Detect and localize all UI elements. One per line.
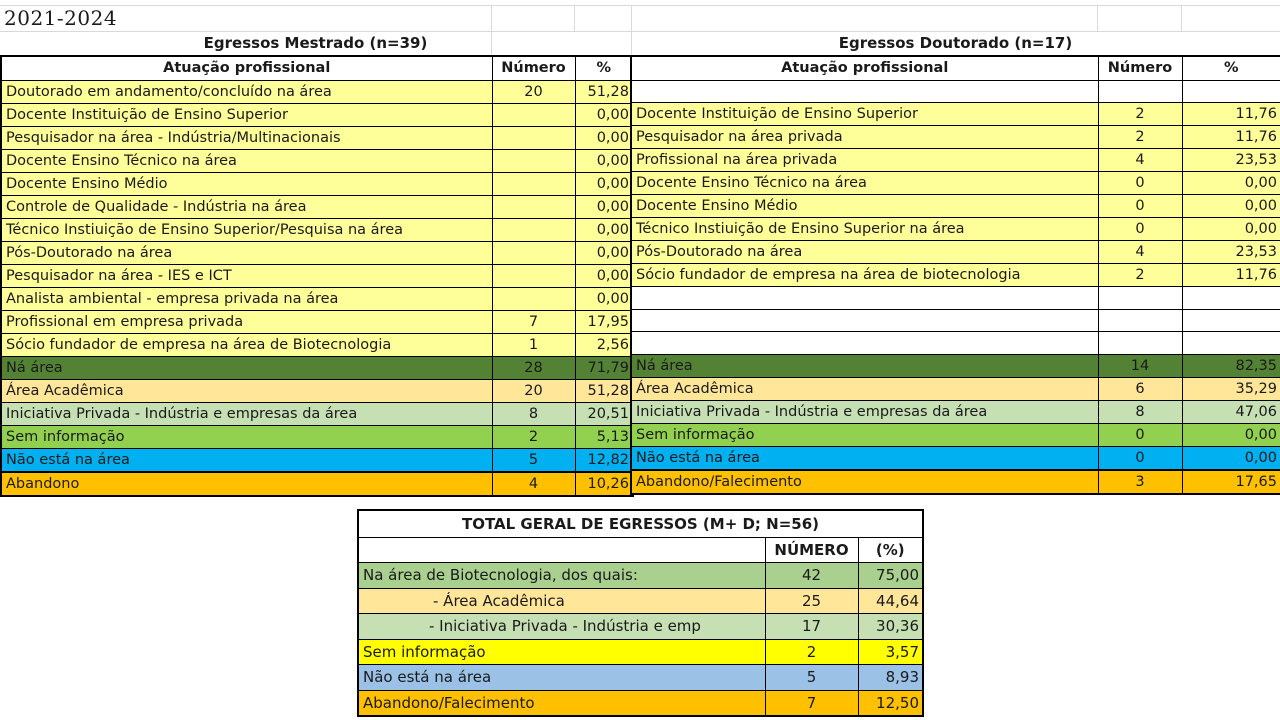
table-row [1,448,633,472]
table-row [1,218,633,241]
cell-numero: 17 [765,614,858,640]
cell-numero [492,149,575,172]
cell-pct: 35,29 [1182,377,1280,400]
cell-pct: 11,76 [1182,264,1280,287]
cell-label [631,80,1098,103]
table-row [1,333,633,356]
cell-numero: 4 [1098,149,1182,172]
year-label: 2021-2024 [4,6,118,30]
cell-pct: 0,00 [575,218,633,241]
cell-numero: 0 [1098,423,1182,446]
cell-numero: 7 [492,310,575,333]
cell-pct: 12,82 [575,448,633,472]
cell-label: Sócio fundador de empresa na área de biotecnologia [631,264,1098,287]
cell-label: Abandono [1,472,492,496]
cell-label: Técnico Instiuição de Ensino Superior na área [631,218,1098,241]
doutorado-header-row [631,56,1280,80]
cell-pct: 23,53 [1182,241,1280,264]
cell-pct: 0,00 [1182,218,1280,241]
cell-label [631,287,1098,310]
cell-numero: 2 [1098,103,1182,126]
cell-numero: 0 [1098,446,1182,470]
cell-pct: 5,13 [575,425,633,448]
cell-pct: 20,51 [575,402,633,425]
cell-label: Não está na área [1,448,492,472]
cell-numero: 2 [765,639,858,665]
cell-label: Profissional na área privada [631,149,1098,172]
cell-numero [1098,80,1182,103]
cell-label: Técnico Instiuição de Ensino Superior/Pesquisa na área [1,218,492,241]
cell-pct [1182,332,1280,355]
cell-pct: 10,26 [575,472,633,496]
cell-label: Sócio fundador de empresa na área de Biotecnologia [1,333,492,356]
cell-label: Analista ambiental - empresa privada na área [1,287,492,310]
cell-label: Iniciativa Privada - Indústria e empresas da área [1,402,492,425]
cell-pct [1182,287,1280,310]
total-title-row [358,510,923,537]
cell-label: Profissional em empresa privada [1,310,492,333]
cell-label: Sem informação [1,425,492,448]
table-row [631,400,1280,423]
table-row [1,356,633,379]
cell-numero: 2 [492,425,575,448]
cell-label: Controle de Qualidade - Indústria na área [1,195,492,218]
cell-pct: 51,28 [575,80,633,103]
cell-pct: 0,00 [1182,172,1280,195]
cell-label: Pós-Doutorado na área [631,241,1098,264]
table-row [358,690,923,716]
mestrado-title: Egressos Mestrado (n=39) [203,34,428,52]
cell-label: Docente Instituição de Ensino Superior [1,103,492,126]
doutorado-title: Egressos Doutorado (n=17) [838,34,1073,52]
cell-pct: 0,00 [575,241,633,264]
table-row [631,332,1280,355]
cell-pct: 0,00 [575,195,633,218]
cell-numero: 4 [1098,241,1182,264]
cell-label: - Área Acadêmica [358,588,765,614]
cell-label: Pesquisador na área - Indústria/Multinacionais [1,126,492,149]
cell-numero: 20 [492,80,575,103]
table-row [631,470,1280,494]
table-row [1,103,633,126]
cell-label: - Iniciativa Privada - Indústria e emp [358,614,765,640]
column-header: Atuação profissional [1,56,492,80]
cell-numero: 2 [1098,264,1182,287]
table-row [1,402,633,425]
cell-label: Docente Ensino Técnico na área [631,172,1098,195]
cell-label: Pesquisador na área - IES e ICT [1,264,492,287]
cell-pct: 51,28 [575,379,633,402]
cell-pct [1182,80,1280,103]
cell-label: Sem informação [631,423,1098,446]
table-row [1,80,633,103]
cell-pct: 11,76 [1182,103,1280,126]
mestrado-header-row [1,56,633,80]
table-row [1,425,633,448]
cell-numero [1098,332,1182,355]
cell-pct: 0,00 [1182,195,1280,218]
cell-pct: 82,35 [1182,354,1280,377]
table-row [358,639,923,665]
cell-pct: 0,00 [1182,446,1280,470]
table-row [1,195,633,218]
cell-numero [492,172,575,195]
table-row [358,614,923,640]
cell-label: Não está na área [358,665,765,691]
total-title: TOTAL GERAL DE EGRESSOS (M+ D; N=56) [358,510,923,537]
cell-label: Abandono/Falecimento [358,690,765,716]
cell-pct: 0,00 [575,264,633,287]
cell-numero: 42 [765,563,858,589]
cell-label: Docente Ensino Médio [1,172,492,195]
cell-numero [492,195,575,218]
table-row [631,149,1280,172]
table-row [631,241,1280,264]
table-row [631,218,1280,241]
column-header: Número [492,56,575,80]
column-header: (%) [858,537,923,563]
cell-label: Pesquisador na área privada [631,126,1098,149]
cell-pct: 44,64 [858,588,923,614]
cell-numero: 0 [1098,218,1182,241]
table-row [631,103,1280,126]
cell-label: Docente Instituição de Ensino Superior [631,103,1098,126]
table-row [631,126,1280,149]
table-row [1,126,633,149]
cell-pct: 75,00 [858,563,923,589]
cell-numero [492,264,575,287]
column-header: NÚMERO [765,537,858,563]
cell-pct: 0,00 [575,126,633,149]
cell-numero: 5 [765,665,858,691]
table-row [631,264,1280,287]
cell-pct: 23,53 [1182,149,1280,172]
table-row [358,588,923,614]
cell-numero: 28 [492,356,575,379]
cell-numero: 4 [492,472,575,496]
table-row [1,310,633,333]
table-row [1,264,633,287]
grid-line [1181,5,1182,31]
cell-label: Doutorado em andamento/concluído na área [1,80,492,103]
grid-line [1097,5,1098,31]
cell-numero [492,103,575,126]
cell-pct: 12,50 [858,690,923,716]
cell-numero [1098,287,1182,310]
column-header [358,537,765,563]
cell-label: Docente Ensino Técnico na área [1,149,492,172]
table-row [1,472,633,496]
column-header: Atuação profissional [631,56,1098,80]
cell-label: Abandono/Falecimento [631,470,1098,494]
table-row [631,377,1280,400]
cell-label: Docente Ensino Médio [631,195,1098,218]
cell-pct: 0,00 [575,149,633,172]
table-row [631,446,1280,470]
table-row [1,287,633,310]
column-header: % [575,56,633,80]
cell-numero [492,241,575,264]
table-row [358,563,923,589]
table-row [631,80,1280,103]
column-header: % [1182,56,1280,80]
cell-numero [492,126,575,149]
cell-pct: 11,76 [1182,126,1280,149]
table-row [631,172,1280,195]
cell-label: Área Acadêmica [631,377,1098,400]
cell-numero: 5 [492,448,575,472]
cell-label: Não está na área [631,446,1098,470]
cell-pct: 17,95 [575,310,633,333]
cell-numero: 2 [1098,126,1182,149]
cell-pct: 17,65 [1182,470,1280,494]
table-row [631,309,1280,332]
cell-pct: 71,79 [575,356,633,379]
cell-label [631,309,1098,332]
grid-line [0,5,1280,6]
cell-numero: 3 [1098,470,1182,494]
grid-line [574,5,575,31]
mestrado-table [0,55,634,497]
cell-numero: 0 [1098,195,1182,218]
cell-pct: 2,56 [575,333,633,356]
cell-label: Iniciativa Privada - Indústria e empresas da área [631,400,1098,423]
cell-label [631,332,1098,355]
cell-numero [492,287,575,310]
table-row [1,241,633,264]
cell-numero: 8 [1098,400,1182,423]
cell-pct: 3,57 [858,639,923,665]
doutorado-table [630,55,1280,495]
table-row [631,195,1280,218]
cell-numero: 25 [765,588,858,614]
cell-numero: 7 [765,690,858,716]
cell-numero: 14 [1098,354,1182,377]
cell-numero: 1 [492,333,575,356]
table-row [631,287,1280,310]
cell-label: Na área de Biotecnologia, dos quais: [358,563,765,589]
cell-numero: 20 [492,379,575,402]
cell-pct: 0,00 [575,103,633,126]
table-row [631,354,1280,377]
cell-pct: 47,06 [1182,400,1280,423]
cell-numero [1098,309,1182,332]
cell-numero: 0 [1098,172,1182,195]
cell-pct [1182,309,1280,332]
table-row [631,423,1280,446]
cell-label: Sem informação [358,639,765,665]
total-header-row [358,537,923,563]
table-row [1,379,633,402]
cell-pct: 0,00 [575,172,633,195]
cell-pct: 30,36 [858,614,923,640]
cell-label: Pós-Doutorado na área [1,241,492,264]
cell-numero: 8 [492,402,575,425]
cell-numero: 6 [1098,377,1182,400]
table-row [1,172,633,195]
cell-label: Ná área [631,354,1098,377]
cell-pct: 8,93 [858,665,923,691]
table-row [358,665,923,691]
total-geral-table [357,509,924,717]
cell-label: Ná área [1,356,492,379]
cell-pct: 0,00 [575,287,633,310]
column-header: Número [1098,56,1182,80]
table-row [1,149,633,172]
cell-label: Área Acadêmica [1,379,492,402]
cell-numero [492,218,575,241]
cell-pct: 0,00 [1182,423,1280,446]
